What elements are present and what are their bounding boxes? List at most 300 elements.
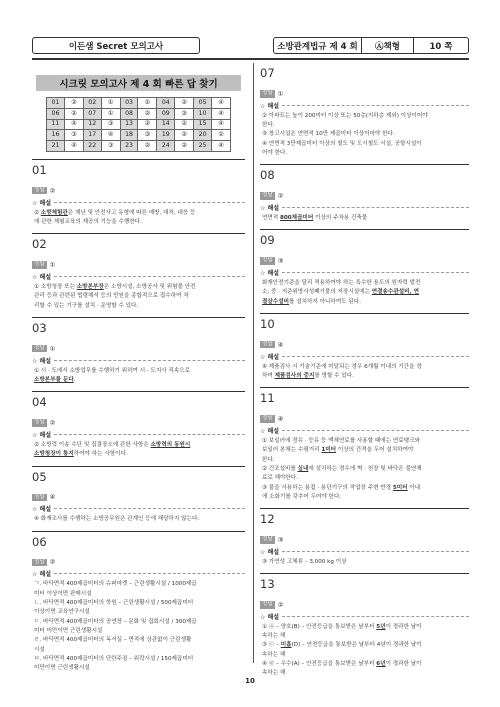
dashed-rule [282,105,469,106]
answer-label: 정답 [34,261,45,268]
answer-value: ② [49,558,56,567]
explanation-label: ☆ 해설 [260,204,280,212]
text-run: 에 설치하는 경우에 벽 · 천장 및 바닥은 불연재 [308,465,422,472]
explanation-heading [260,612,469,621]
text-run: 에 소화기를 갖추어 두어야 한다. [262,493,342,500]
answer-value: ① [277,89,284,98]
emphasized-text: 5년 [376,623,386,630]
explanation-text [260,214,469,222]
explanation-line [262,130,469,138]
explanation-line [34,367,245,375]
explanation-heading [32,504,245,513]
explanation-text [260,363,469,381]
explanation-line [262,456,469,464]
question-number: 05 [32,469,47,484]
text-run: ④ 연면적 3만제곱미터 이상의 철도 및 도시철도 시설, 공항시설이 [262,140,422,147]
answer-choice: ④ [64,119,83,130]
text-run: ④ 화재조사를 수행하는 소방공무원은 관계인 등에 해당하지 않는다. [34,516,200,523]
answer-badge [32,187,55,195]
section-rule [260,387,469,388]
exam-series-title: 이든샘 Secret 모의고사 [68,41,164,52]
explanation-heading [260,203,469,212]
answer-choice: ① [212,130,231,141]
explanation-text [260,623,469,678]
explanation-line [262,112,469,120]
explanation-text [32,580,245,672]
text-run: 이 경과한 날이 [385,661,422,668]
question-block [32,531,245,673]
explanation-line [262,121,469,129]
emphasized-text: 소방본부를 둔다 [34,377,74,384]
text-run: 에 관한 체험교육의 제공의 기능을 수행한다. [34,219,142,226]
answer-number: 04 [157,98,175,109]
answer-choice: ④ [212,119,231,130]
question-number: 09 [260,233,275,248]
answer-row [47,108,231,119]
text-run: 하여 [262,372,275,379]
answer-choice: ③ [175,108,194,119]
text-run: ② 건조설비를 [262,465,298,472]
text-run: ① 소방청장 또는 [34,284,77,291]
emphasized-text: 5미터 [392,484,408,491]
answer-badge [32,261,55,269]
dashed-rule [54,508,245,509]
text-run: ④ ⓓ – 우수(A) – 안전등급을 통보받은 날부터 [262,661,377,668]
answer-number: 23 [120,141,138,152]
text-run: 리할 수 있는 기구를 설치 · 운영할 수 있다. [34,302,139,309]
explanation-line [262,279,469,287]
question-block [260,229,469,306]
section-rule [32,466,245,467]
dashed-rule [54,360,245,361]
text-run: 이 경과한 날이 [385,623,422,630]
explanation-line [34,646,245,654]
answer-number: 18 [120,130,138,141]
answer-badge [260,192,283,200]
emphasized-text: 제품검사의 중지 [274,372,315,379]
explanation-line [262,140,469,148]
emphasized-text: 1미터 [321,447,337,454]
section-rule [260,313,469,314]
dashed-rule [54,573,245,574]
answer-choice: ② [138,141,157,152]
answer-label: 정답 [262,536,273,543]
question-block [260,508,469,566]
explanation-text [32,515,245,523]
answer-badge [260,415,283,423]
explanation-line [34,655,245,663]
explanation-line [262,437,469,445]
answer-value: ③ [277,257,284,266]
explanation-label: ☆ 해설 [32,432,52,440]
explanation-heading [260,547,469,556]
explanation-line [34,283,245,291]
answer-label: 정답 [262,601,273,608]
text-run: ④ 제품검사 시 기술기준에 미달되는 경우 6개월 이내의 기간을 정 [262,363,422,370]
header-left-title [32,37,200,54]
section-rule [32,391,245,392]
page-label: 10 쪽 [429,41,453,52]
text-run: 화재안전기준을 달리 적용하여야 하는 특수한 용도의 원자력 발전 [262,280,421,287]
answer-choice: ② [138,119,157,130]
section-rule [260,164,469,165]
answer-badge [260,536,283,544]
answer-key-table [46,97,231,152]
question-number: 12 [260,512,275,527]
left-column [32,66,245,675]
explanation-heading [32,356,245,365]
explanation-line [34,441,245,449]
question-block [260,387,469,501]
dashed-rule [54,276,245,277]
answer-badge [32,419,55,427]
explanation-line [262,641,469,649]
text-run: ① 보일러에 경유 · 등유 등 액체연료를 사용할 때에는 연료탱크와 [262,438,420,445]
answer-label: 정답 [34,558,45,565]
text-run: . [73,377,76,384]
explanation-line [34,292,245,300]
explanation-heading [32,272,245,281]
text-run: 속하는 해 [262,651,286,658]
explanation-line [34,636,245,644]
emphasized-text: 6년 [376,661,386,668]
explanation-label: ☆ 해설 [32,274,52,282]
answer-row [47,98,231,109]
explanation-line [34,608,245,616]
answer-badge [260,257,283,265]
answer-choice: ② [175,130,194,141]
text-run: 이상의 간격을 두어 설치하여야 [336,447,414,454]
answer-choice: ② [64,108,83,119]
explanation-line [34,302,245,310]
answer-number: 12 [83,119,101,130]
explanation-line [34,376,245,384]
explanation-heading [32,569,245,578]
text-run: ㄱ. 바닥면적 400제곱미터의 슈퍼마켓 – 근린생활시설 / 1000제곱 [34,581,197,588]
answer-label: 정답 [262,257,273,264]
explanation-label: ☆ 해설 [260,353,280,361]
answer-choice: ④ [212,98,231,109]
answer-choice: ① [101,108,120,119]
answer-number: 17 [83,130,101,141]
text-run: 은 소방시설, 소방공사 및 위험물 안전 [103,284,196,291]
explanation-label: ☆ 해설 [32,199,52,207]
answer-value: ② [277,600,284,609]
dashed-rule [282,616,469,617]
explanation-text [260,279,469,306]
text-run: 은 재난 및 안전사고 유형에 따른 예방, 대처, 대응 등 [67,209,196,216]
text-run: ③ 불을 사용하는 용접 · 용단기구의 작업장 주변 반경 [262,484,393,491]
explanation-line [262,474,469,482]
answer-label: 정답 [262,340,273,347]
question-block [260,573,469,678]
explanation-line [34,599,245,607]
answer-number: 21 [47,141,65,152]
explanation-line [262,623,469,631]
explanation-label: ☆ 해설 [260,102,280,110]
question-number: 04 [32,395,47,410]
emphasized-text: 소방체험관 [40,209,68,216]
explanation-line [262,298,469,306]
answer-choice: ② [175,141,194,152]
text-run: 보일러 본체는 수평거리 [262,447,322,454]
answer-number: 24 [157,141,175,152]
subject-title: 소방관계법규 제 4 회 [274,38,362,53]
text-run: ㅁ. 바닥면적 400제곱미터의 단란주점 – 위락시설 / 150제곱미터 [34,655,194,662]
answer-badge [32,558,55,566]
text-run: ③ ⓒ – [262,642,281,649]
answer-choice: ③ [101,119,120,130]
answer-number: 25 [194,141,212,152]
answer-number: 05 [194,98,212,109]
answer-value: ③ [277,535,284,544]
answer-choice: ④ [64,141,83,152]
explanation-label: ☆ 해설 [32,506,52,514]
answer-choice: ① [138,98,157,109]
explanation-line [34,618,245,626]
dashed-rule [282,551,469,552]
explanation-label: ☆ 해설 [260,270,280,278]
text-run: ② [34,209,41,216]
explanation-line [262,465,469,473]
text-run: 소, 중 · 저준위방사성폐기물의 저장시설에는 [262,289,372,296]
answer-label: 정답 [262,415,273,422]
explanation-text [32,283,245,310]
text-run: ① ⓐ – 양호(B) – 안전등급을 통보받은 날부터 [262,623,377,630]
answer-row [47,119,231,130]
emphasized-text: 미흡 [280,642,292,649]
explanation-line [262,214,469,222]
text-run: 를 명할 수 있다. [314,372,354,379]
explanation-line [262,493,469,501]
explanation-line [34,515,245,523]
question-number: 06 [32,534,47,549]
text-run: 하여야 하는 사항이다. [73,451,128,458]
text-run: ㄴ. 바닥면적 400제곱미터의 학원 – 근린생활시설 / 500제곱미터 [34,600,194,607]
text-run: 속하는 해 [262,670,286,677]
answer-number: 03 [120,98,138,109]
text-run: 어야 한다. [262,149,288,156]
page-number: 10 [245,677,255,685]
answer-number: 06 [47,108,65,119]
dashed-rule [54,434,245,435]
answer-value: ① [49,261,56,270]
explanation-text [32,209,245,227]
section-rule [32,159,245,160]
answer-number: 15 [194,119,212,130]
answer-choice: ② [64,98,83,109]
section-rule [260,573,469,574]
section-rule [32,317,245,318]
answer-number: 16 [47,130,65,141]
answer-choice: ③ [101,141,120,152]
explanation-text [32,441,245,459]
text-run: ㄷ. 바닥면적 400제곱미터의 공연장 – 문화 및 집회시설 / 300제곱 [34,618,197,625]
section-rule [260,229,469,230]
dashed-rule [282,207,469,208]
explanation-line [262,484,469,492]
question-block [32,317,245,384]
explanation-line [34,450,245,458]
explanation-heading [260,268,469,277]
answer-number: 01 [47,98,65,109]
explanation-heading [260,352,469,361]
explanation-line [262,363,469,371]
explanation-text [260,437,469,501]
explanation-label: ☆ 해설 [260,613,280,621]
text-run: 한다. [262,456,275,463]
answer-number: 10 [194,108,212,119]
answer-badge [260,90,283,98]
section-rule [32,233,245,234]
explanation-heading [260,426,469,435]
answer-number: 08 [120,108,138,119]
text-run: ③ 가연성 고체류 – 3,000 kg 이상 [262,558,347,565]
right-questions [260,67,469,678]
question-number: 01 [32,162,47,177]
explanation-label: ☆ 해설 [32,571,52,579]
question-block [32,159,245,226]
explanation-line [262,372,469,380]
question-block [32,466,245,524]
section-rule [32,531,245,532]
answer-value: ② [277,191,284,200]
text-run: ② 아파트는 높이 200미터 이상 또는 50층(지하층 제외) 이상이어야 [262,112,428,119]
answer-number: 11 [47,119,65,130]
explanation-line [262,632,469,640]
dashed-rule [54,202,245,203]
explanation-line [34,580,245,588]
answer-label: 정답 [34,419,45,426]
explanation-text [32,367,245,385]
explanation-line [34,590,245,598]
text-run: 한다. [262,122,275,129]
explanation-line [34,627,245,635]
text-run: 연면적 [262,214,280,221]
question-number: 02 [32,237,47,252]
text-run: (D) – 안전등급을 통보받은 날부터 4년이 경과한 날이 [291,642,422,649]
question-block [260,67,469,157]
explanation-line [34,664,245,672]
answer-label: 정답 [262,90,273,96]
header-right-box [273,37,469,54]
answer-choice: ④ [212,141,231,152]
answer-badge [32,345,55,353]
text-run: 미만이면 근린생활시설 [34,665,90,672]
section-rule [260,508,469,509]
question-block [32,233,245,310]
column-divider [253,63,254,663]
answer-number: 20 [194,130,212,141]
header-rule [32,58,469,60]
explanation-heading [260,101,469,110]
emphasized-text: 연결송수관설비, 연 [371,289,420,296]
right-column [260,66,469,681]
answer-value: ④ [49,493,56,502]
explanation-line [262,660,469,668]
question-number: 07 [260,66,275,80]
explanation-line [262,558,469,566]
question-number: 13 [260,577,275,592]
answer-label: 정답 [34,344,45,351]
dashed-rule [282,430,469,431]
answer-choice: ③ [138,130,157,141]
emphasized-text: 실내 [297,465,309,472]
answer-row [47,141,231,152]
answer-value: ② [49,419,56,428]
text-run: 료로 해야한다. [262,475,298,482]
answer-label: 정답 [34,186,45,193]
answer-value: ① [49,344,56,353]
answer-number: 02 [83,98,101,109]
dashed-rule [282,272,469,273]
explanation-line [34,209,245,217]
answer-number: 19 [157,130,175,141]
answer-value: ④ [277,340,284,349]
explanation-label: ☆ 해설 [260,548,280,556]
answer-badge [32,493,55,501]
explanation-heading [32,198,245,207]
text-run: 이내 [407,484,421,491]
emphasized-text: 소방본부장 [76,284,104,291]
question-block [260,313,469,380]
text-run: 를 설치하지 아니하여도 된다. [289,298,361,305]
booklet-type: Ⓐ책형 [362,38,414,53]
text-run: ② 소방력 이송 수단 및 집결장소에 관한 사항은 [34,442,151,449]
answer-key-title: 시크릿 모의고사 제 4 회 빠른 답 찾기 [36,75,241,91]
explanation-line [262,288,469,296]
text-run: ① 시 · 도에서 소방업무를 수행하기 위하여 시 · 도지사 직속으로 [34,367,191,374]
question-number: 03 [32,320,47,335]
question-block [260,164,469,222]
answer-choice: ③ [64,130,83,141]
answer-badge [260,601,283,609]
explanation-line [262,446,469,454]
explanation-text [260,558,469,566]
explanation-text [260,112,469,157]
question-number: 10 [260,316,275,331]
text-run: 이상이면 교육연구시설 [34,609,90,616]
answer-number: 09 [157,108,175,119]
answer-badge [260,341,283,349]
explanation-label: ☆ 해설 [260,428,280,436]
text-run: 관리 등과 관련된 법령해석 등의 민원을 종합적으로 접수하여 처 [34,293,189,300]
text-run: 시설 [34,646,45,653]
emphasized-text: 소방청장이 통지 [34,451,74,458]
text-run: 이상의 주차용 건축물 [313,214,368,221]
answer-value: ④ [277,415,284,424]
answer-number: 13 [120,119,138,130]
text-run: 속하는 해 [262,633,286,640]
question-block [32,391,245,458]
question-number: 08 [260,168,275,183]
text-run: 미터 미만이면 근린생활시설 [34,627,103,634]
explanation-heading [32,430,245,439]
answer-number: 07 [83,108,101,119]
left-questions [32,159,245,672]
explanation-line [262,651,469,659]
answer-choice: ④ [212,108,231,119]
answer-choice: ② [175,98,194,109]
answer-label: 정답 [34,493,45,500]
emphasized-text: 결살수설비 [262,298,290,305]
text-run: ③ 창고시설은 연면적 10만 제곱미터 이상이어야 한다. [262,131,395,138]
answer-value: ② [49,186,56,195]
text-run: ㄹ. 바닥면적 400제곱미터의 독서실 – 면적에 상관없이 근린생활 [34,637,192,644]
emphasized-text: 소방력의 동원시 [150,442,191,449]
emphasized-text: 800제곱미터 [280,214,314,221]
answer-choice: ① [101,98,120,109]
